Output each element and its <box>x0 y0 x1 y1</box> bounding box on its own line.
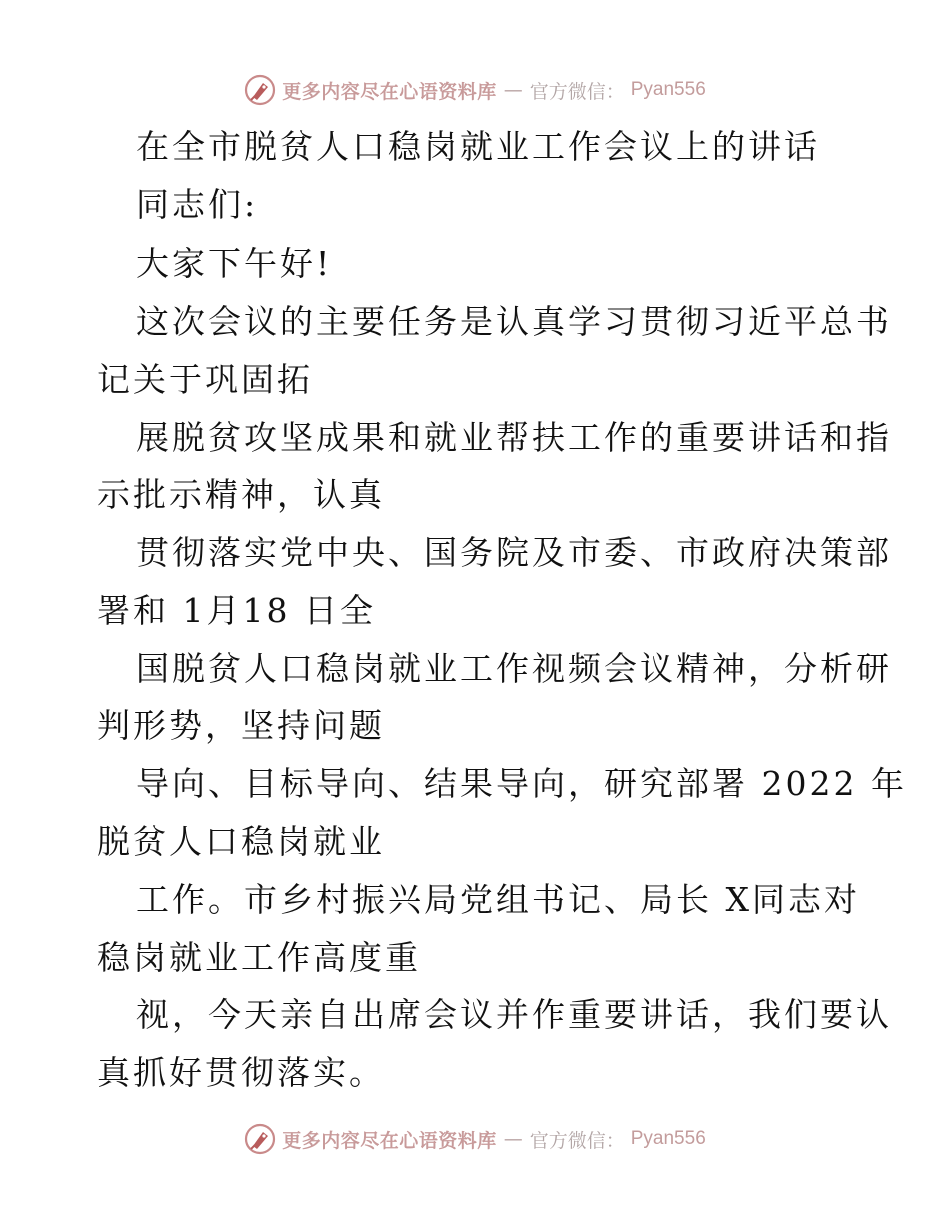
watermark-main-text: 更多内容尽在心语资料库 <box>282 80 497 103</box>
paragraph-line: 判形势，坚持问题 <box>97 706 385 745</box>
paragraph-line: 稳岗就业工作高度重 <box>97 938 421 977</box>
paragraph-line: 贯彻落实党中央、国务院及市委、市政府决策部 <box>136 533 892 572</box>
watermark-wechat-id: Pyan556 <box>630 1128 706 1149</box>
watermark-main-text: 更多内容尽在心语资料库 <box>282 1129 497 1152</box>
paragraph-line: 导向、目标导向、结果导向，研究部署 2022 年 <box>136 764 907 803</box>
paragraph-line: 这次会议的主要任务是认真学习贯彻习近平总书 <box>136 302 892 341</box>
paragraph-line: 真抓好贯彻落实。 <box>97 1053 385 1092</box>
paragraph-line: 脱贫人口稳岗就业 <box>97 822 385 861</box>
watermark-dash: — <box>503 1128 523 1150</box>
watermark-dash: — <box>503 79 523 101</box>
paragraph-line: 国脱贫人口稳岗就业工作视频会议精神，分析研 <box>136 649 892 688</box>
watermark-wechat-id: Pyan556 <box>630 79 706 100</box>
paragraph-line: 展脱贫攻坚成果和就业帮扶工作的重要讲话和指 <box>136 418 892 457</box>
watermark-sub-text: 官方微信： <box>529 1129 625 1152</box>
paragraph-line: 工作。市乡村振兴局党组书记、局长 X同志对 <box>136 880 860 919</box>
greeting: 大家下午好! <box>136 244 333 283</box>
document-title: 在全市脱贫人口稳岗就业工作会议上的讲话 <box>136 127 820 166</box>
paragraph-line: 示批示精神，认真 <box>97 475 385 514</box>
paragraph-line: 记关于巩固拓 <box>97 360 313 399</box>
watermark-sub-text: 官方微信： <box>529 80 625 103</box>
watermark-banner-bottom <box>0 1119 950 1159</box>
salutation: 同志们: <box>136 185 259 224</box>
watermark-content <box>244 1123 706 1155</box>
pen-nib-logo-icon <box>244 1123 276 1155</box>
paragraph-line: 视，今天亲自出席会议并作重要讲话，我们要认 <box>136 995 892 1034</box>
paragraph-line: 署和 1月18 日全 <box>97 591 376 630</box>
